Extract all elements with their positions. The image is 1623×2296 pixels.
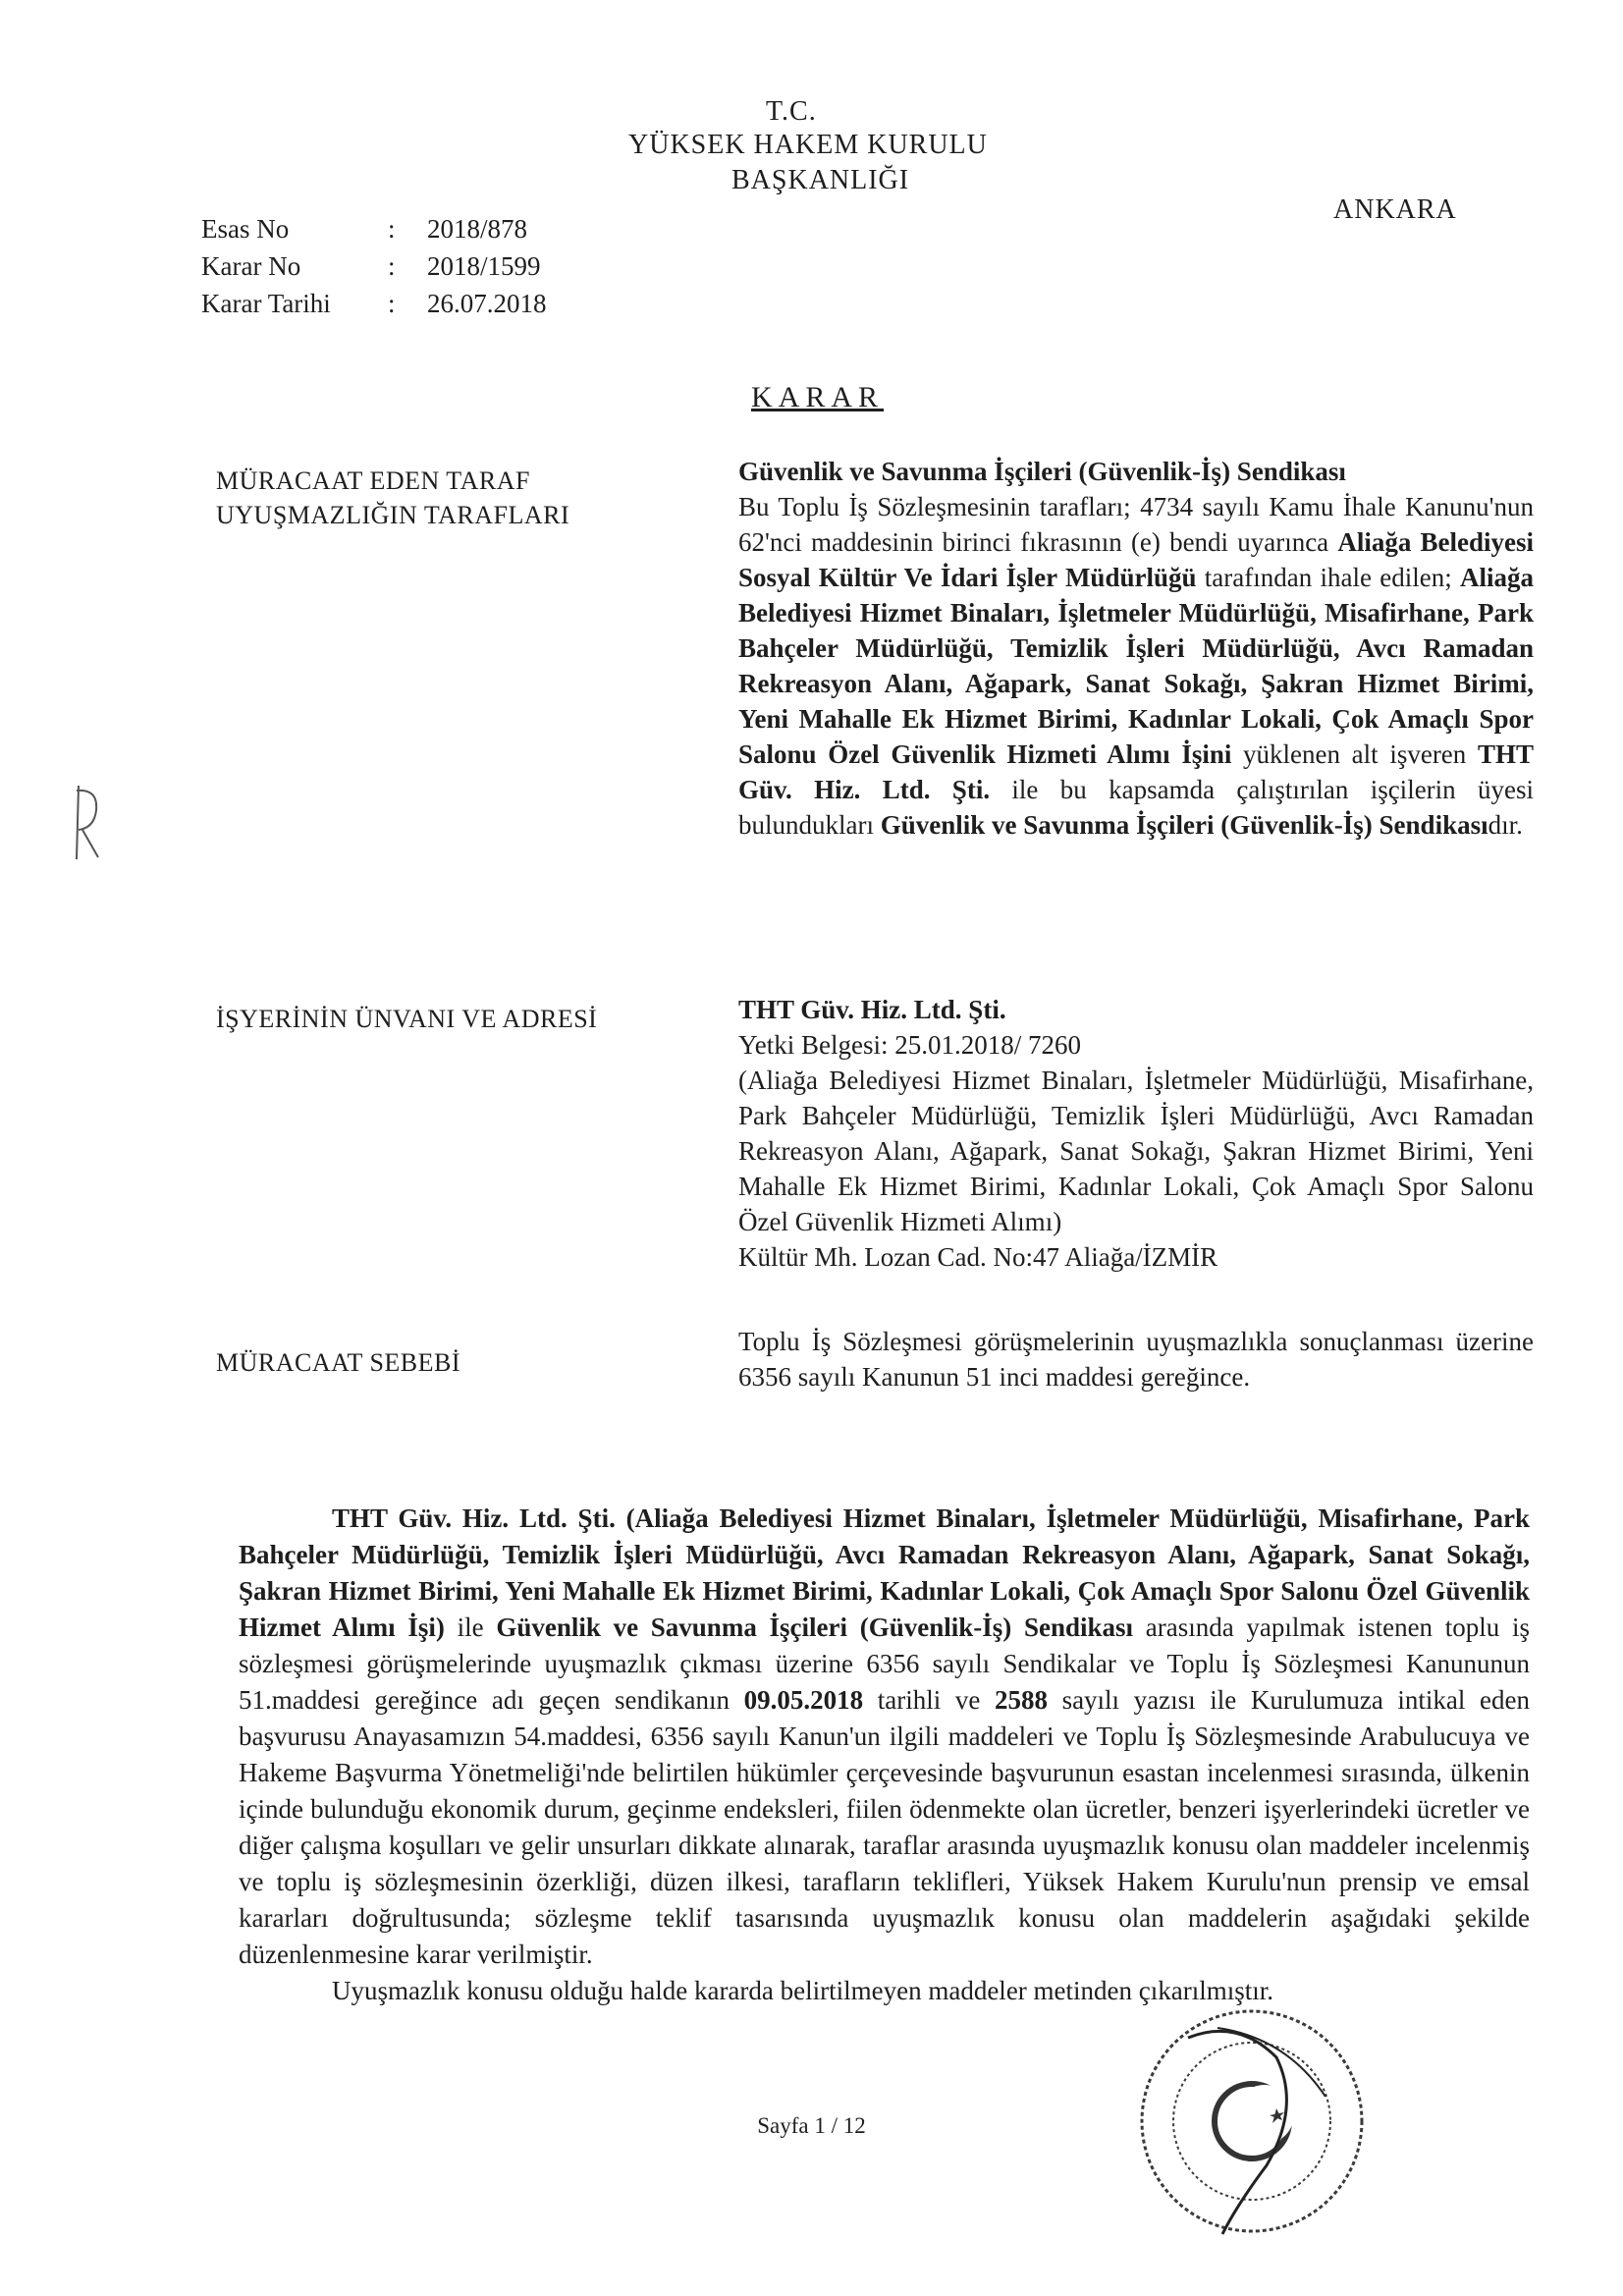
header-presidency: BAŞKANLIĞI <box>731 165 910 195</box>
applicant-name: Güvenlik ve Savunma İşçileri (Güvenlik-İş) Sendikası <box>738 457 1346 486</box>
meta-colon: : <box>388 214 396 244</box>
document-title: KARAR <box>751 381 885 413</box>
parties-t3: yüklenen alt işveren <box>1231 739 1478 769</box>
page-number: Sayfa 1 / 12 <box>757 2113 866 2138</box>
applicant-label-line2: UYUŞMAZLIĞIN TARAFLARI <box>216 501 570 529</box>
workplace-cert: Yetki Belgesi: 25.01.2018/ 7260 <box>738 1030 1082 1060</box>
meta-value: 2018/878 <box>427 214 528 244</box>
meta-esas-no <box>201 214 527 245</box>
body-b4: 2588 <box>994 1685 1048 1715</box>
reason-paragraph: Toplu İş Sözleşmesi görüşmelerinin uyuşmazlıkla sonuçlanması üzerine 6356 sayılı Kanunun 51 inci maddesi gereğince. <box>738 1327 1534 1392</box>
meta-karar-tarihi <box>201 289 547 319</box>
decision-paragraph-1 <box>239 1501 1530 1973</box>
parties-t2: tarafından ihale edilen; <box>1196 563 1460 592</box>
parties-text <box>738 489 1534 843</box>
parties-b1: Aliağa Belediyesi Sosyal Kültür Ve İdari İşler Müdürlüğü <box>738 527 1534 592</box>
meta-colon: : <box>388 289 396 318</box>
body-b1: THT Güv. Hiz. Ltd. Şti. (Aliağa Belediyesi Hizmet Binaları, İşletmeler Müdürlüğü, Misafirhane, Park Bahçeler Müdürlüğü, Temizlik İşleri Müdürlüğü, Avcı Ramadan Rekreasyon Alanı, Ağapark, Sanat Sokağı, Şakran Hizmet Birimi, Yeni Mahalle Ek Hizmet Birimi, Kadınlar Lokali, Çok Amaçlı Spor Salonu Özel Güvenlik Hizmet Alımı İşi) <box>239 1503 1530 1642</box>
reason-label: MÜRACAAT SEBEBİ <box>216 1348 461 1377</box>
parties-b4: Güvenlik ve Savunma İşçileri (Güvenlik-İş) Sendikası <box>880 810 1488 840</box>
meta-colon: : <box>388 251 396 281</box>
parties-b3: THT Güv. Hiz. Ltd. Şti. <box>738 739 1534 804</box>
parties-t5: dır. <box>1488 810 1523 840</box>
meta-value: 26.07.2018 <box>427 289 547 318</box>
body-b2: Güvenlik ve Savunma İşçileri (Güvenlik-İş) Sendikası <box>496 1613 1134 1642</box>
applicant-block <box>738 454 1534 843</box>
body-t1: ile <box>444 1613 497 1642</box>
meta-label: Karar Tarihi <box>201 289 331 318</box>
workplace-name: THT Güv. Hiz. Ltd. Şti. <box>738 995 1006 1024</box>
margin-initial-mark <box>69 781 108 864</box>
workplace-address: Kültür Mh. Lozan Cad. No:47 Aliağa/İZMİR <box>738 1242 1218 1272</box>
parties-t1: Bu Toplu İş Sözleşmesinin tarafları; 4734 sayılı Kamu İhale Kanunu'nun 62'nci maddesinin birinci fıkrasının (e) bendi uyarınca <box>738 492 1534 557</box>
meta-label: Esas No <box>201 214 290 244</box>
body-t2: arasında yapılmak istenen toplu iş sözleşmesi görüşmelerinde uyuşmazlık çıkması üzerine 6356 sayılı Sendikalar ve Toplu İş Sözleşmesi Kanununun 51.maddesi gereğince adı geçen sendikanın <box>239 1613 1530 1715</box>
workplace-label: İŞYERİNİN ÜNVANI VE ADRESİ <box>216 1005 598 1033</box>
header-institution: YÜKSEK HAKEM KURULU <box>628 130 988 160</box>
decision-paragraph-2: Uyuşmazlık konusu olduğu halde kararda belirtilmeyen maddeler metinden çıkarılmıştır. <box>332 1976 1273 2005</box>
meta-karar-no <box>201 251 541 282</box>
meta-label: Karar No <box>201 251 301 281</box>
header-tc: T.C. <box>766 96 817 127</box>
header-city: ANKARA <box>1333 194 1457 225</box>
decision-body <box>239 1501 1530 2009</box>
parties-b2: Aliağa Belediyesi Hizmet Binaları, İşletmeler Müdürlüğü, Misafirhane, Park Bahçeler Müdürlüğü, Temizlik İşleri Müdürlüğü, Avcı Ramadan Rekreasyon Alanı, Ağapark, Sanat Sokağı, Şakran Hizmet Birimi, Yeni Mahalle Ek Hizmet Birimi, Kadınlar Lokali, Çok Amaçlı Spor Salonu Özel Güvenlik Hizmeti Alımı İşini <box>738 563 1534 769</box>
reason-text <box>738 1324 1534 1394</box>
parties-t4: ile bu kapsamda çalıştırılan işçilerin üyesi bulundukları <box>738 775 1535 840</box>
workplace-block <box>738 992 1534 1275</box>
body-t3: tarihli ve <box>863 1685 995 1715</box>
workplace-desc: (Aliağa Belediyesi Hizmet Binaları, İşletmeler Müdürlüğü, Misafirhane, Park Bahçeler Müdürlüğü, Temizlik İşleri Müdürlüğü, Avcı Ramadan Rekreasyon Alanı, Ağapark, Sanat Sokağı, Şakran Hizmet Birimi, Yeni Mahalle Ek Hizmet Birimi, Kadınlar Lokali, Çok Amaçlı Spor Salonu Özel Güvenlik Hizmeti Alımı) <box>738 1066 1534 1236</box>
meta-value: 2018/1599 <box>427 251 541 281</box>
applicant-label <box>216 464 569 532</box>
applicant-label-line1: MÜRACAAT EDEN TARAF <box>216 466 530 495</box>
body-t4: sayılı yazısı ile Kurulumuza intikal eden başvurusu Anayasamızın 54.maddesi, 6356 sayılı Kanun'un ilgili maddeleri ve Toplu İş Sözleşmesinde Arabulucuya ve Hakeme Başvurma Yönetmeliği'nde belirtilen hükümler çerçevesinde başvurunun esastan incelenmesi sırasında, ülkenin içinde bulunduğu ekonomik durum, geçinme endeksleri, fiilen ödenmekte olan ücretler, benzeri işyerlerindeki ücretler ve diğer çalışma koşulları ve gelir unsurları dikkate alınarak, taraflar arasında uyuşmazlık konusu olan maddeler incelenmiş ve toplu iş sözleşmesinin özerkliği, düzen ilkesi, tarafların teklifleri, Yüksek Hakem Kurulu'nun prensip ve emsal kararları doğrultusunda; sözleşme teklif tasarısında uyuşmazlık konusu olan maddelerin aşağıdaki şekilde düzenlenmesine karar verilmiştir. <box>239 1685 1531 1969</box>
body-b3: 09.05.2018 <box>743 1685 864 1715</box>
